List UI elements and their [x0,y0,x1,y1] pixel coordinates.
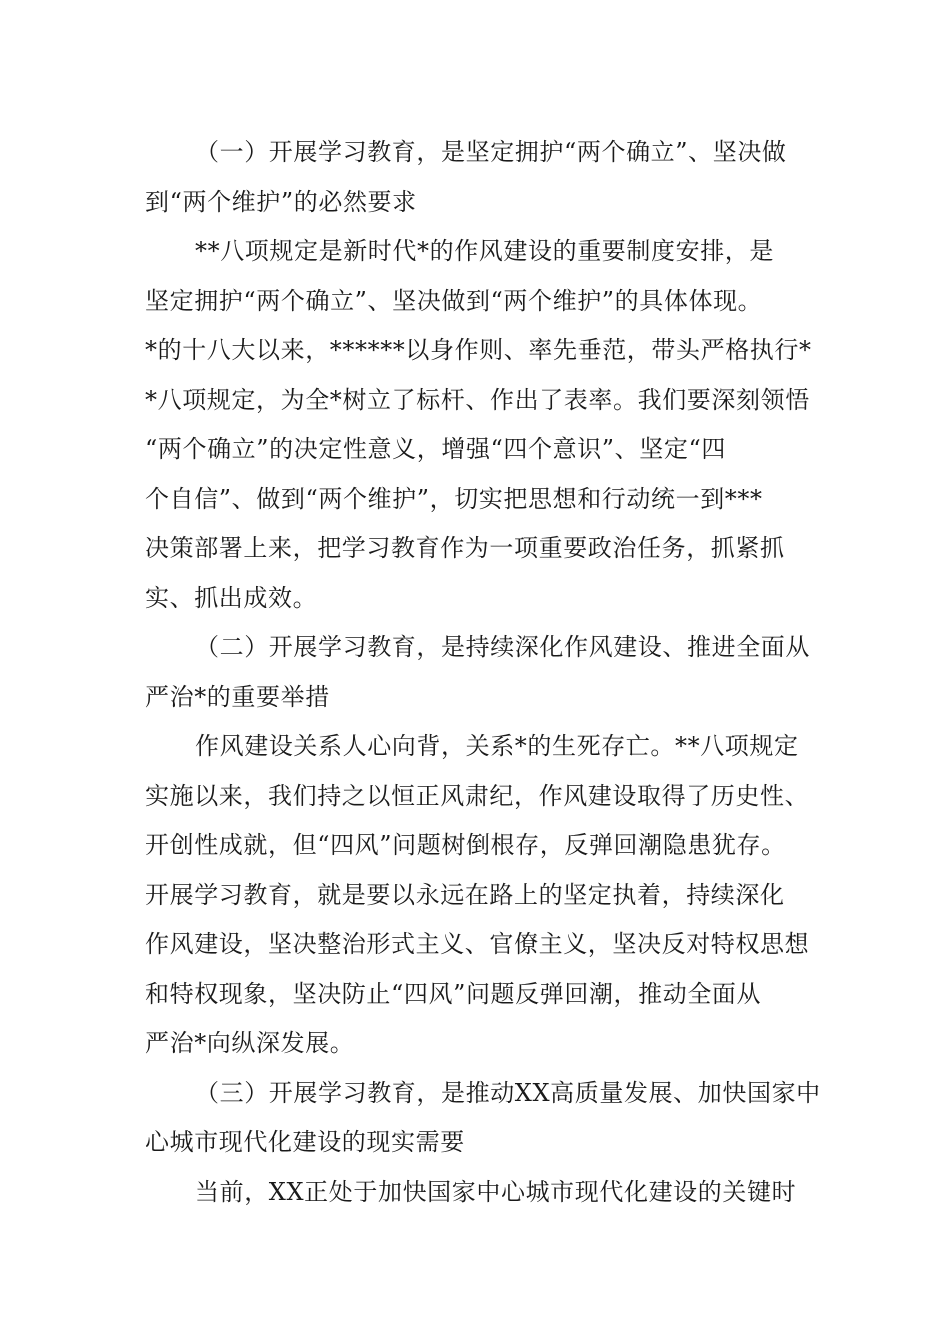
paragraph-line: 开创性成就，但“四风”问题树倒根存，反弹回潮隐患犹存。 [145,831,786,859]
paragraph-line: **八项规定是新时代*的作风建设的重要制度安排，是 [195,237,774,265]
paragraph-line: 决策部署上来，把学习教育作为一项重要政治任务，抓紧抓 [145,534,785,562]
section-heading-3: （三）开展学习教育，是推动XX高质量发展、加快国家中 [195,1078,821,1107]
section-heading-1-cont: 到“两个维护”的必然要求 [145,187,417,216]
paragraph-line: 坚定拥护“两个确立”、坚决做到“两个维护”的具体体现。 [145,286,763,315]
section-heading-1: （一）开展学习教育，是坚定拥护“两个确立”、坚决做 [195,138,787,166]
document-body [145,128,821,1217]
paragraph-line: 实施以来，我们持之以恒正风肃纪，作风建设取得了历史性、 [145,781,810,810]
paragraph-line: “两个确立”的决定性意义，增强“四个意识”、坚定“四 [145,435,726,463]
paragraph-line: 实、抓出成效。 [145,583,318,612]
section-heading-2-cont: 严治*的重要举措 [145,682,330,711]
paragraph-line: 作风建设关系人心向背，关系*的生死存亡。**八项规定 [195,732,799,760]
paragraph-line: 作风建设，坚决整治形式主义、官僚主义，坚决反对特权思想 [145,930,810,958]
paragraph-line: 严治*向纵深发展。 [145,1029,355,1057]
paragraph-line: 开展学习教育，就是要以永远在路上的坚定执着，持续深化 [145,880,785,909]
paragraph-line: 当前，XX正处于加快国家中心城市现代化建设的关键时 [195,1177,797,1206]
paragraph-line: 个自信”、做到“两个维护”，切实把思想和行动统一到*** [145,484,763,513]
paragraph-line: *的十八大以来，******以身作则、率先垂范，带头严格执行* [145,336,812,364]
paragraph-line: *八项规定，为全*树立了标杆、作出了表率。我们要深刻领悟 [145,385,810,414]
section-heading-3-cont: 心城市现代化建设的现实需要 [145,1128,465,1156]
section-heading-2: （二）开展学习教育，是持续深化作风建设、推进全面从 [195,633,810,661]
paragraph-line: 和特权现象，坚决防止“四风”问题反弹回潮，推动全面从 [145,979,762,1008]
